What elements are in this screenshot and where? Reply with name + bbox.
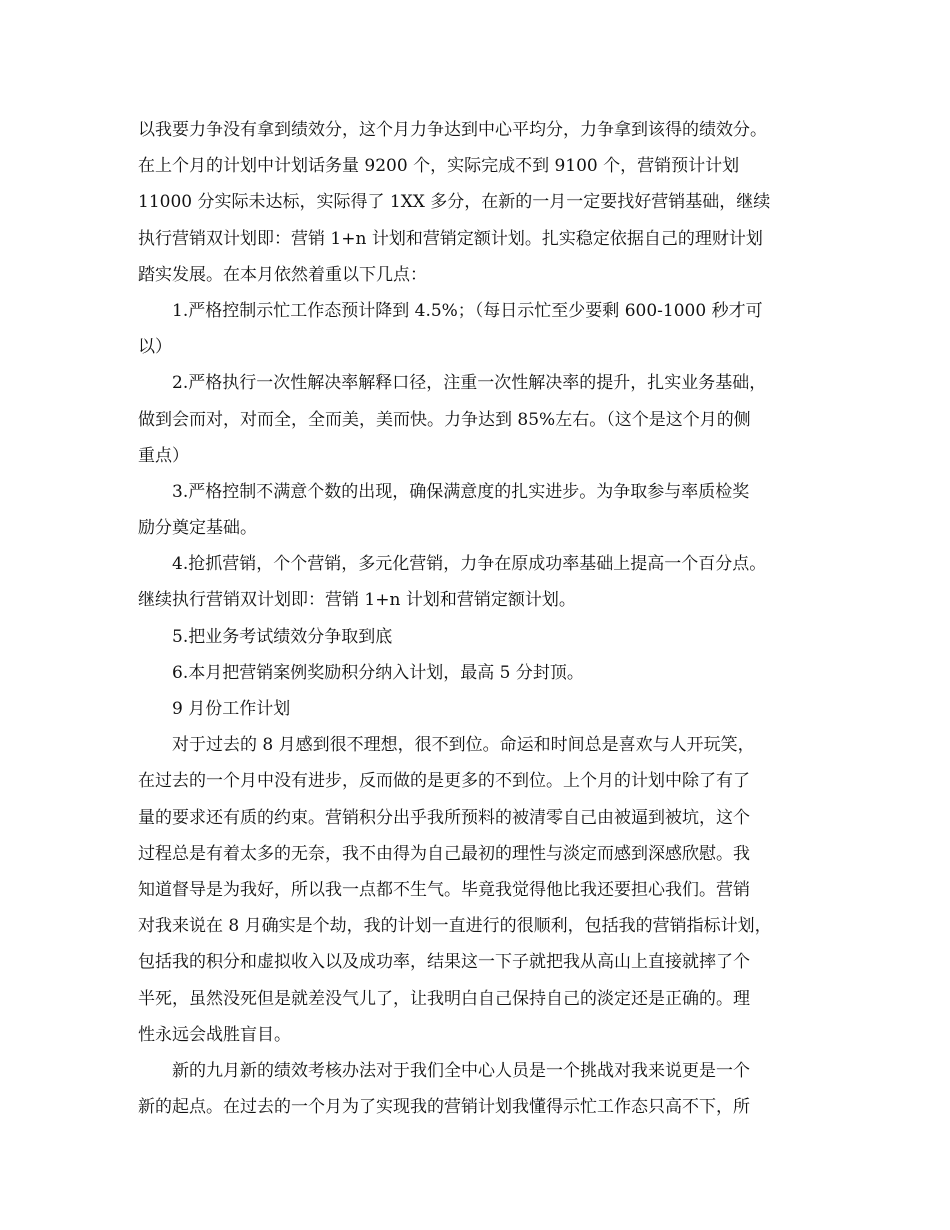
- text-line: 新的九月新的绩效考核办法对于我们全中心人员是一个挑战对我来说更是一个: [172, 1060, 750, 1081]
- text-line: 6.本月把营销案例奖励积分纳入计划，最高 5 分封顶。: [172, 662, 584, 683]
- text-line: 对于过去的 8 月感到很不理想，很不到位。命运和时间总是喜欢与人开玩笑，: [172, 735, 755, 756]
- text-line: 继续执行营销双计划即：营销 1+n 计划和营销定额计划。: [138, 590, 576, 611]
- text-line: 过程总是有着太多的无奈，我不由得为自己最初的理性与淡定而感到深感欣慰。我: [138, 843, 750, 864]
- text-line: 以我要力争没有拿到绩效分，这个月力争达到中心平均分，力争拿到该得的绩效分。: [138, 120, 767, 140]
- text-line: 新的起点。在过去的一个月为了实现我的营销计划我懂得示忙工作态只高不下，所: [138, 1097, 750, 1118]
- text-line: 执行营销双计划即：营销 1+n 计划和营销定额计划。扎实稳定依据自己的理财计划: [138, 228, 763, 249]
- text-line: 以）: [138, 337, 172, 358]
- text-line: 在过去的一个月中没有进步，反而做的是更多的不到位。上个月的计划中除了有了: [138, 771, 750, 792]
- text-line: 9 月份工作计划: [172, 699, 291, 719]
- text-line: 做到会而对，对而全，全而美，美而快。力争达到 85%左右。（这个是这个月的侧: [138, 409, 751, 430]
- text-line: 包括我的积分和虚拟收入以及成功率，结果这一下子就把我从高山上直接就摔了个: [138, 952, 750, 973]
- text-line: 4.抢抓营销，个个营销，多元化营销，力争在原成功率基础上提高一个百分点。: [172, 554, 767, 575]
- text-line: 量的要求还有质的约束。营销积分出乎我所预料的被清零自己由被逼到被坑，这个: [138, 807, 750, 828]
- text-line: 励分奠定基础。: [138, 518, 257, 539]
- text-line: 在上个月的计划中计划话务量 9200 个，实际完成不到 9100 个，营销预计计划: [138, 156, 740, 177]
- document-body: [138, 112, 818, 1125]
- text-line: 重点）: [138, 445, 189, 466]
- text-line: 踏实发展。在本月依然着重以下几点：: [138, 264, 427, 285]
- text-line: 5.把业务考试绩效分争取到底: [172, 626, 393, 647]
- text-line: 2.严格执行一次性解决率解释口径，注重一次性解决率的提升，扎实业务基础，: [172, 373, 767, 394]
- text-line: 对我来说在 8 月确实是个劫，我的计划一直进行的很顺利，包括我的营销指标计划，: [138, 916, 772, 937]
- text-line: 11000 分实际未达标，实际得了 1XX 多分，在新的一月一定要找好营销基础，继续: [138, 192, 771, 213]
- text-line: 性永远会战胜盲目。: [138, 1024, 291, 1045]
- text-line: 3.严格控制不满意个数的出现，确保满意度的扎实进步。为争取参与率质检奖: [172, 481, 750, 502]
- text-line: 1.严格控制示忙工作态预计降到 4.5%；（每日示忙至少要剩 600-1000 秒才可: [172, 300, 763, 321]
- text-line: 知道督导是为我好，所以我一点都不生气。毕竟我觉得他比我还要担心我们。营销: [138, 879, 750, 900]
- text-line: 半死，虽然没死但是就差没气儿了，让我明白自己保持自己的淡定还是正确的。理: [138, 988, 750, 1009]
